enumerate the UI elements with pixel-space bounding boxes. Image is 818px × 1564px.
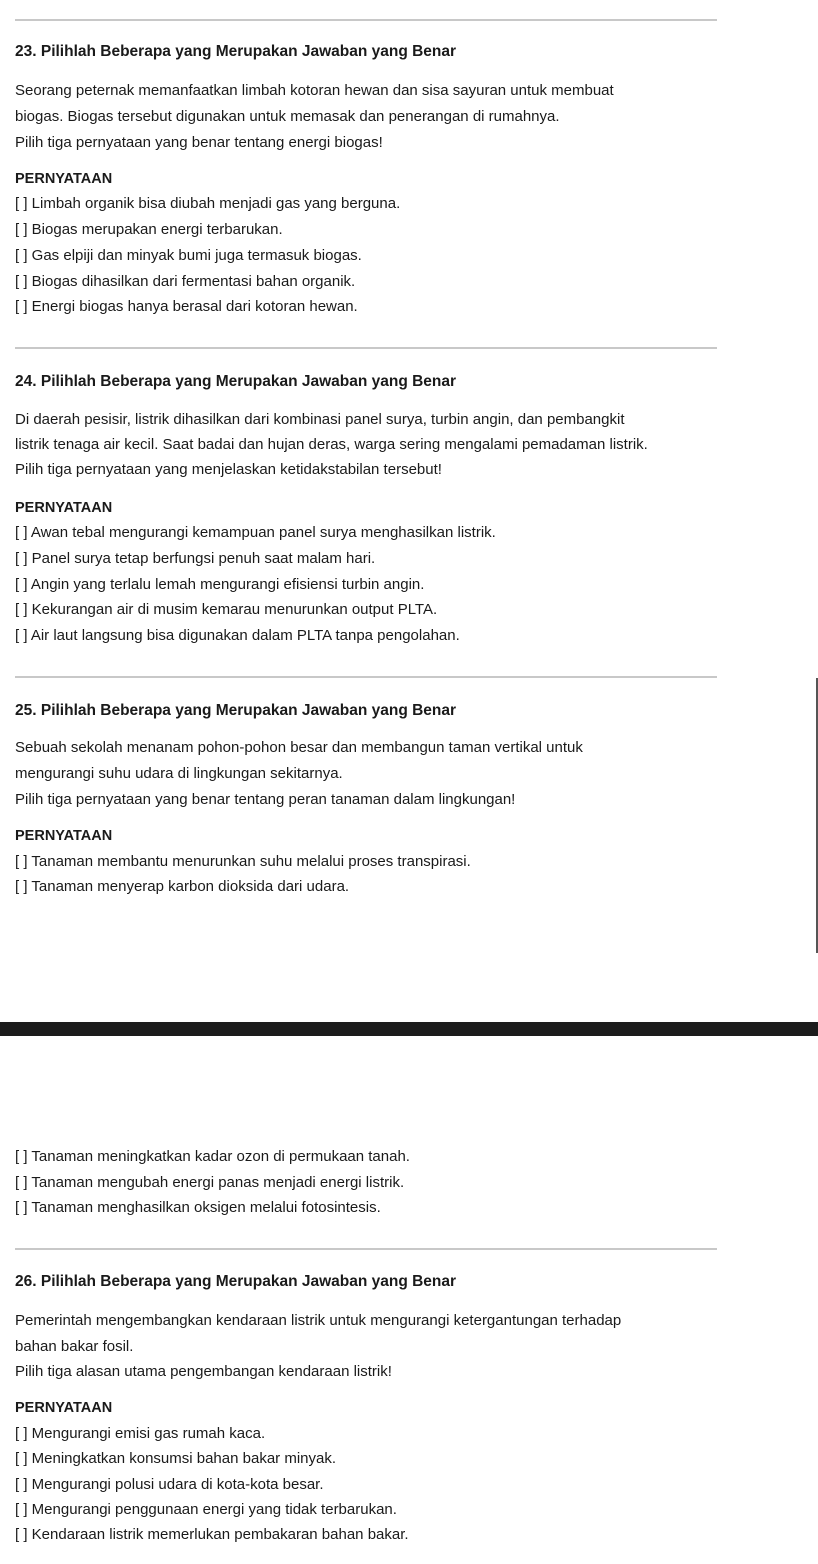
statement-option[interactable]: [ ] Tanaman meningkatkan kadar ozon di permukaan tanah. — [15, 1148, 410, 1165]
statement-option[interactable]: [ ] Biogas dihasilkan dari fermentasi bahan organik. — [15, 273, 356, 290]
statement-option[interactable]: [ ] Air laut langsung bisa digunakan dalam PLTA tanpa pengolahan. — [15, 627, 460, 644]
statements-label: PERNYATAAN — [15, 828, 113, 844]
divider — [15, 1248, 717, 1250]
statement-option[interactable]: [ ] Awan tebal mengurangi kemampuan panel surya menghasilkan listrik. — [15, 524, 496, 541]
statement-option[interactable]: [ ] Mengurangi polusi udara di kota-kota besar. — [15, 1476, 324, 1493]
question-text: Di daerah pesisir, listrik dihasilkan dari kombinasi panel surya, turbin angin, dan pembangkit — [15, 411, 625, 428]
divider — [15, 676, 717, 678]
statements-label: PERNYATAAN — [15, 171, 113, 187]
statement-option[interactable]: [ ] Biogas merupakan energi terbarukan. — [15, 221, 283, 238]
divider — [15, 19, 717, 21]
statement-option[interactable]: [ ] Angin yang terlalu lemah mengurangi efisiensi turbin angin. — [15, 576, 425, 593]
statement-option[interactable]: [ ] Mengurangi penggunaan energi yang tidak terbarukan. — [15, 1501, 397, 1518]
question-text: Sebuah sekolah menanam pohon-pohon besar dan membangun taman vertikal untuk — [15, 739, 583, 756]
question-text: Pemerintah mengembangkan kendaraan listrik untuk mengurangi ketergantungan terhadap — [15, 1312, 622, 1329]
statement-option[interactable]: [ ] Tanaman menghasilkan oksigen melalui fotosintesis. — [15, 1199, 381, 1216]
statement-option[interactable]: [ ] Tanaman mengubah energi panas menjadi energi listrik. — [15, 1174, 405, 1191]
statement-option[interactable]: [ ] Energi biogas hanya berasal dari kotoran hewan. — [15, 298, 358, 315]
question-title: 23. Pilihlah Beberapa yang Merupakan Jawaban yang Benar — [15, 43, 457, 60]
question-text: mengurangi suhu udara di lingkungan sekitarnya. — [15, 765, 343, 782]
question-title: 25. Pilihlah Beberapa yang Merupakan Jawaban yang Benar — [15, 702, 457, 719]
statement-option[interactable]: [ ] Mengurangi emisi gas rumah kaca. — [15, 1425, 266, 1442]
statements-label: PERNYATAAN — [15, 500, 113, 516]
statement-option[interactable]: [ ] Limbah organik bisa diubah menjadi gas yang berguna. — [15, 195, 401, 212]
statement-option[interactable]: [ ] Kendaraan listrik memerlukan pembakaran bahan bakar. — [15, 1526, 409, 1543]
question-text: biogas. Biogas tersebut digunakan untuk memasak dan penerangan di rumahnya. — [15, 108, 560, 125]
statements-label: PERNYATAAN — [15, 1400, 113, 1416]
statement-option[interactable]: [ ] Tanaman menyerap karbon dioksida dari udara. — [15, 878, 350, 895]
divider — [15, 347, 717, 349]
question-prompt: Pilih tiga pernyataan yang menjelaskan ketidakstabilan tersebut! — [15, 461, 442, 478]
statement-option[interactable]: [ ] Panel surya tetap berfungsi penuh saat malam hari. — [15, 550, 376, 567]
statement-option[interactable]: [ ] Meningkatkan konsumsi bahan bakar minyak. — [15, 1450, 336, 1467]
question-prompt: Pilih tiga alasan utama pengembangan kendaraan listrik! — [15, 1363, 392, 1380]
page-break — [0, 1022, 818, 1036]
question-prompt: Pilih tiga pernyataan yang benar tentang energi biogas! — [15, 134, 383, 151]
question-text: listrik tenaga air kecil. Saat badai dan hujan deras, warga sering mengalami pemadaman listrik. — [15, 436, 648, 453]
question-title: 24. Pilihlah Beberapa yang Merupakan Jawaban yang Benar — [15, 373, 457, 390]
statement-option[interactable]: [ ] Gas elpiji dan minyak bumi juga termasuk biogas. — [15, 247, 362, 264]
statement-option[interactable]: [ ] Kekurangan air di musim kemarau menurunkan output PLTA. — [15, 601, 438, 618]
question-text: Seorang peternak memanfaatkan limbah kotoran hewan dan sisa sayuran untuk membuat — [15, 82, 614, 99]
question-title: 26. Pilihlah Beberapa yang Merupakan Jawaban yang Benar — [15, 1273, 457, 1290]
question-prompt: Pilih tiga pernyataan yang benar tentang peran tanaman dalam lingkungan! — [15, 791, 516, 808]
question-text: bahan bakar fosil. — [15, 1338, 134, 1355]
statement-option[interactable]: [ ] Tanaman membantu menurunkan suhu melalui proses transpirasi. — [15, 853, 471, 870]
